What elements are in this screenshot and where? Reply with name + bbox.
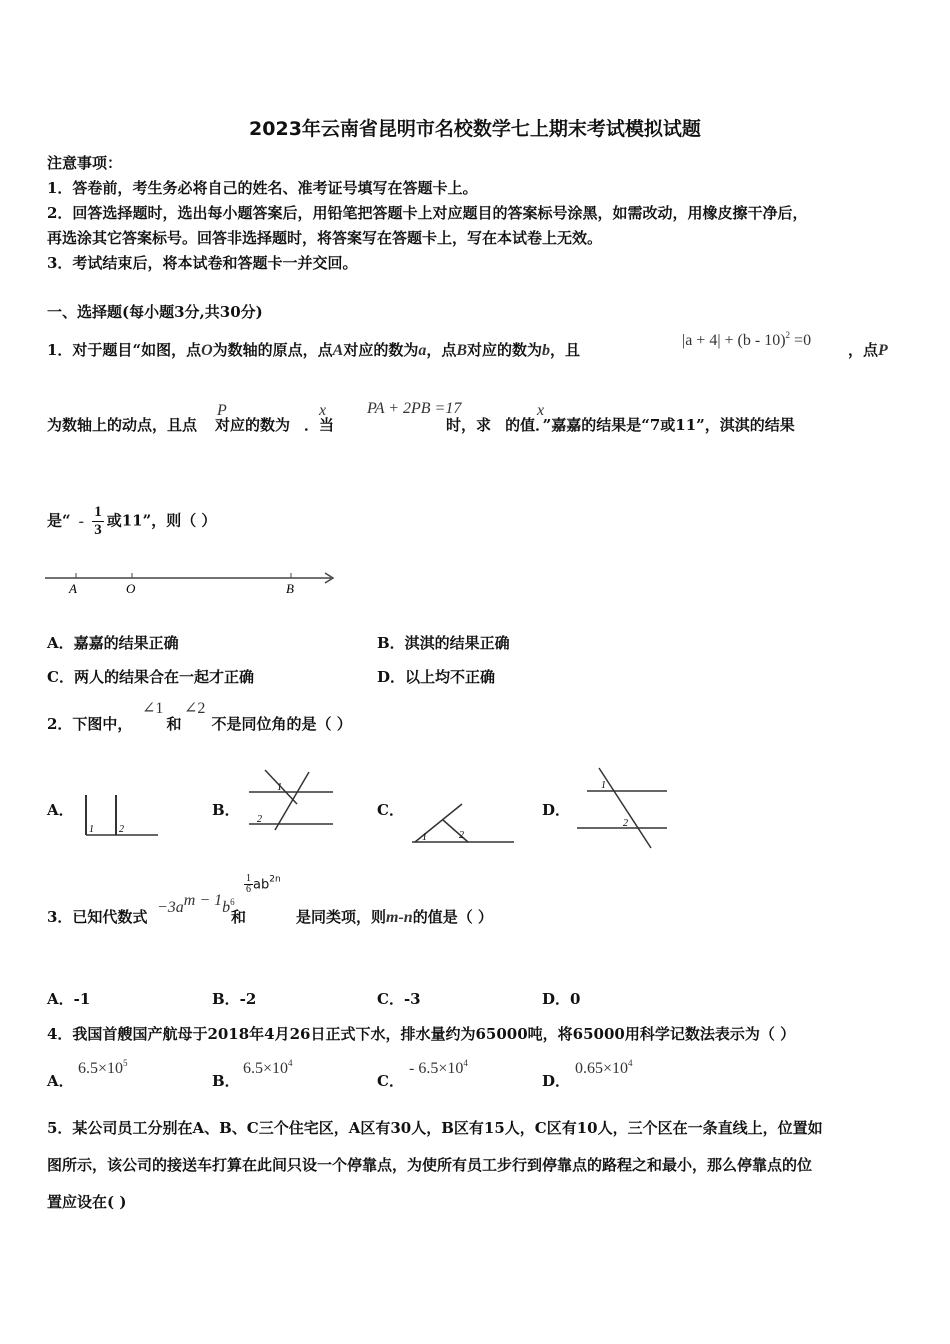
q3-option-c[interactable]: C．-3	[377, 990, 421, 1008]
q1-point-p: P	[217, 402, 227, 419]
q3-expression-2: $\frac{1}{6}$ $ab^{2n}$	[246, 873, 281, 895]
svg-text:2: 2	[459, 830, 464, 841]
notice-heading: 注意事项：	[47, 154, 123, 172]
svg-text:1: 1	[601, 780, 606, 791]
axis-label-a: A	[69, 581, 77, 596]
svg-text:1: 1	[422, 832, 427, 843]
q2-option-c[interactable]: C．	[377, 801, 404, 819]
axis-label-b: B	[286, 581, 294, 596]
q1-fraction: $\frac{1}{3}$	[94, 504, 102, 538]
q2-option-b[interactable]: B．	[212, 801, 240, 819]
q1-line1-end: ，点P	[848, 341, 888, 359]
q4-text: 4．我国首艘国产航母于2018年4月26日正式下水，排水量约为65000吨，将65000用科学记数法表示为（ ）	[47, 1025, 796, 1043]
q1-equation: PA + 2PB =17	[367, 400, 462, 417]
notice-item: 3．考试结束后，将本试卷和答题卡一并交回。	[47, 254, 358, 272]
q1-condition: |a + 4| + (b - 10)$^2$ =0	[682, 330, 812, 349]
q2-figure-b	[245, 768, 335, 833]
q3-option-a[interactable]: A．-1	[47, 990, 91, 1008]
q4-value-d: $0.65\times 10^4$	[575, 1058, 633, 1077]
q4-value-c: - $6.5\times 10^4$	[409, 1058, 468, 1077]
q1-line1: 1．对于题目“如图，点O为数轴的原点，点A对应的数为a，点B对应的数为b，且	[47, 341, 581, 359]
q4-value-a: $6.5\times 10^5$	[78, 1058, 128, 1077]
svg-text:1: 1	[277, 782, 282, 793]
q2-figure-c	[410, 800, 520, 845]
q4-value-b: $6.5\times 10^4$	[243, 1058, 293, 1077]
notice-item: 1．答卷前，考生务必将自己的姓名、准考证号填写在答题卡上。	[47, 179, 478, 197]
q4-option-d[interactable]: D．	[542, 1072, 571, 1090]
q4-option-c[interactable]: C．	[377, 1072, 404, 1090]
q3-option-d[interactable]: D．0	[542, 990, 581, 1008]
svg-text:2: 2	[623, 818, 628, 829]
number-line-figure	[45, 568, 345, 598]
q4-option-a[interactable]: A．	[47, 1072, 74, 1090]
svg-text:1: 1	[89, 824, 94, 835]
q1-option-a[interactable]: A．嘉嘉的结果正确	[47, 634, 179, 652]
q5-line: 置应设在( )	[47, 1193, 127, 1211]
q3-expression-1: $-3a^{m - 1}b^6$	[157, 892, 235, 916]
q3-text-start: 3．已知代数式	[47, 908, 148, 926]
q2-angle2: ∠2	[184, 700, 206, 717]
q3-and: 和	[231, 908, 247, 926]
q1-option-b[interactable]: B．淇淇的结果正确	[377, 634, 510, 652]
page-title: 2023年云南省昆明市名校数学七上期末考试模拟试题	[249, 118, 701, 140]
q2-text: 2．下图中， 和 不是同位角的是（ ）	[47, 715, 352, 733]
q1-line3: 是“ - $\frac{1}{3}$ 或11”，则（ ）	[47, 504, 217, 538]
svg-text:2: 2	[257, 814, 262, 825]
q5-line: 5．某公司员工分别在A、B、C三个住宅区，A区有30人，B区有15人，C区有10人，三个区在一条直线上，位置如	[47, 1119, 823, 1137]
q2-figure-a	[80, 790, 160, 840]
axis-label-o: O	[126, 581, 136, 596]
notice-item: 2．回答选择题时，选出每小题答案后，用铅笔把答题卡上对应题目的答案标号涂黑，如需改动，用橡皮擦干净后，	[47, 204, 808, 222]
notice-item: 再选涂其它答案标号。回答非选择题时，将答案写在答题卡上，写在本试卷上无效。	[47, 229, 603, 247]
q2-option-a[interactable]: A．	[47, 801, 74, 819]
q3-text-end: 是同类项，则m-n的值是（ ）	[296, 908, 493, 926]
q3-option-b[interactable]: B．-2	[212, 990, 257, 1008]
q1-option-d[interactable]: D．以上均不正确	[377, 668, 496, 686]
q2-angle1: ∠1	[142, 700, 164, 717]
q2-option-d[interactable]: D．	[542, 801, 571, 819]
q1-var-x: x	[319, 402, 327, 419]
section-heading: 一、选择题(每小题3分,共30分)	[47, 303, 263, 321]
svg-text:2: 2	[119, 824, 124, 835]
q1-option-c[interactable]: C．两人的结果合在一起才正确	[47, 668, 254, 686]
q1-line2: 为数轴上的动点，且点 对应的数为 ．当 时，求 的值．”嘉嘉的结果是“7或11”，淇淇的结果	[47, 416, 795, 434]
q1-var-x2: x	[537, 402, 545, 419]
q4-option-b[interactable]: B．	[212, 1072, 240, 1090]
q5-line: 图所示，该公司的接送车打算在此间只设一个停靠点，为使所有员工步行到停靠点的路程之和最小，那么停靠点的位	[47, 1156, 813, 1174]
q2-figure-d	[575, 766, 670, 851]
